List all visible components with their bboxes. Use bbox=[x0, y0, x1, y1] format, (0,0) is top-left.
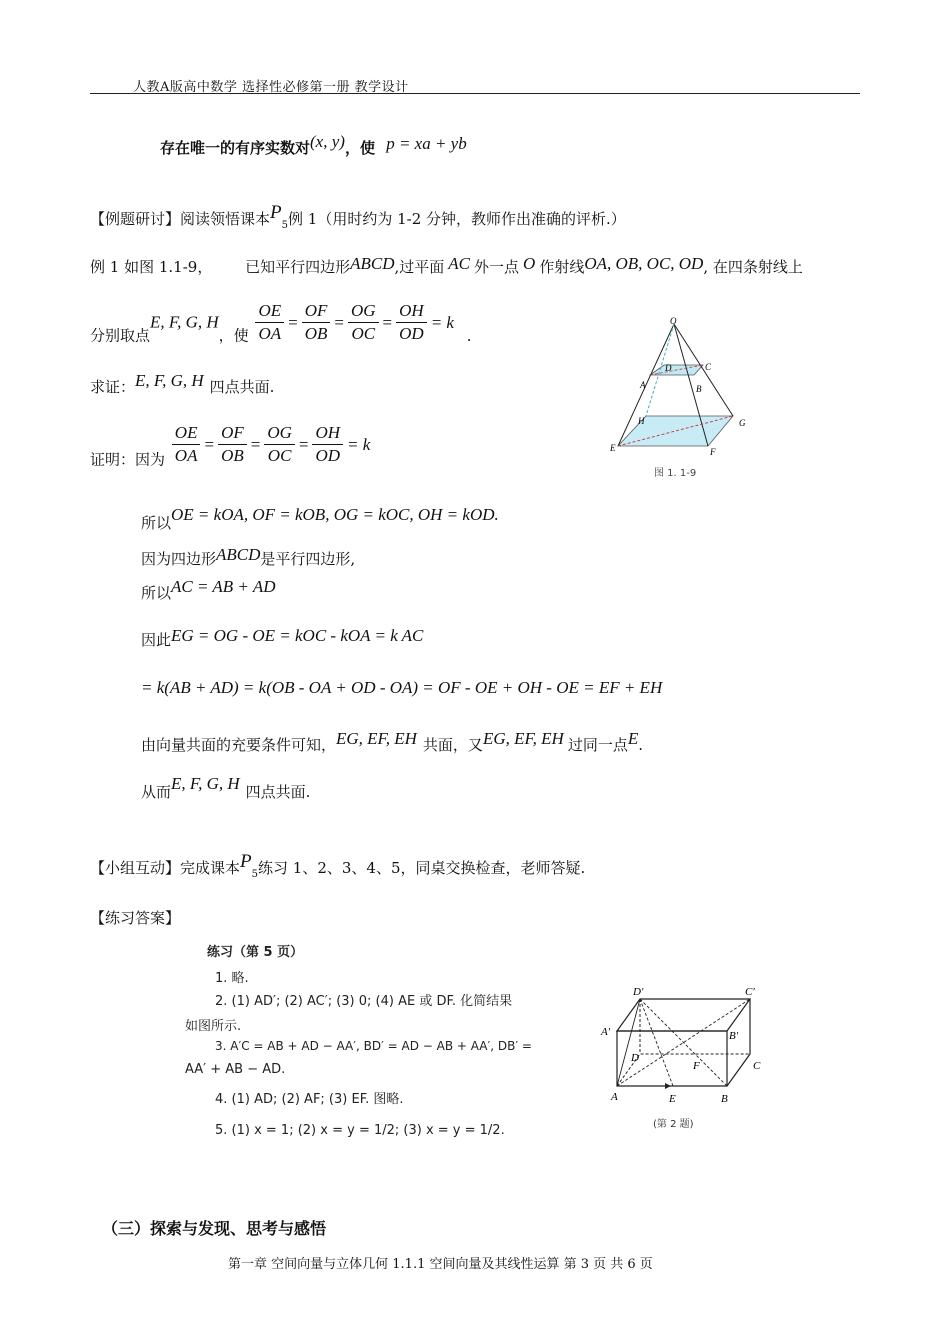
so2-label: 所以 bbox=[141, 584, 172, 602]
so1-label: 所以 bbox=[141, 514, 172, 532]
box-label-c: C bbox=[753, 1060, 761, 1072]
fraction-oh-od: $\frac{OH}{OD}$ bbox=[396, 300, 427, 345]
group-text-a: 完成课本 bbox=[180, 859, 241, 877]
proof-coplanar bbox=[141, 729, 643, 755]
answer-4: 4. (1) AD; (2) AF; (3) EF. 图略. bbox=[215, 1092, 404, 1107]
box-label-dp: D′ bbox=[633, 986, 644, 998]
fig1-label-c: C bbox=[705, 362, 712, 372]
box-caption: (第 2 题) bbox=[653, 1119, 694, 1130]
proof-expansion: = k(AB + AD) = k(OB - OA + OD - OA) = OF - OE + OH - OE = EF + EH bbox=[141, 678, 663, 697]
concl-a: 从而 bbox=[141, 783, 172, 801]
math-efgh: E, F, G, H bbox=[150, 312, 219, 332]
fraction-of-ob: $\frac{OF}{OB}$ bbox=[302, 300, 331, 345]
answer-5: 5. (1) x = 1; (2) x = y = 1/2; (3) x = y = 1/2. bbox=[215, 1123, 505, 1138]
points-dot: . bbox=[466, 326, 472, 345]
proof-eq-k: = k bbox=[347, 434, 371, 454]
points-text-b: ，使 bbox=[218, 326, 249, 345]
box-label-a: A bbox=[611, 1091, 618, 1103]
box-label-ap: A′ bbox=[601, 1026, 611, 1038]
proof-conclusion bbox=[141, 774, 310, 802]
proof-fraction-of-ob: $\frac{OF}{OB}$ bbox=[218, 422, 247, 467]
unique-pair-line bbox=[160, 132, 467, 158]
proof-so1 bbox=[141, 505, 499, 533]
math-ac: AC bbox=[448, 254, 471, 273]
since-a: 因为四边形 bbox=[141, 550, 217, 568]
cop-b: 共面，又 bbox=[422, 736, 483, 754]
diag-db bbox=[640, 999, 727, 1086]
diag-de bbox=[640, 999, 673, 1086]
math-o: O bbox=[523, 254, 536, 273]
pair-xy: (x, y) bbox=[310, 132, 345, 151]
answer-3b: AA′ + AB − AD. bbox=[185, 1062, 286, 1077]
fig1-caption: 图 1. 1-9 bbox=[654, 468, 697, 479]
since-b: 是平行四边形, bbox=[260, 550, 356, 568]
box-label-bp: B′ bbox=[729, 1030, 739, 1042]
answer-1: 1. 略. bbox=[215, 971, 249, 986]
fig1-label-h: H bbox=[638, 416, 645, 426]
example1-prefix: 例 1 如图 1.1-9， bbox=[90, 258, 213, 276]
so2-formula: AC = AB + AD bbox=[171, 577, 276, 596]
box-label-d: D bbox=[631, 1052, 639, 1064]
fig1-label-e: E bbox=[610, 443, 616, 453]
page-header: 人教A版高中数学 选择性必修第一册 教学设计 bbox=[133, 80, 409, 95]
page-footer: 第一章 空间向量与立体几何 1.1.1 空间向量及其线性运算 第 3 页 共 6 页 bbox=[228, 1257, 653, 1272]
fraction-oe-oa: $\frac{OE}{OA}$ bbox=[255, 300, 284, 345]
proof-fraction-oh-od: $\frac{OH}{OD}$ bbox=[312, 422, 343, 467]
box-label-e: E bbox=[669, 1093, 676, 1105]
example1-text-e: 作射线 bbox=[539, 258, 585, 276]
formula-p: p = xa + yb bbox=[386, 134, 467, 153]
answer-2b: 如图所示. bbox=[185, 1019, 242, 1034]
fig1-label-a: A bbox=[640, 380, 646, 390]
cop-v1: EG, EF, EH bbox=[336, 729, 417, 748]
group-text-b: 练习 1、2、3、4、5，同桌交换检查，老师答疑. bbox=[258, 859, 586, 877]
prove-line bbox=[90, 371, 275, 397]
figure-box bbox=[595, 981, 775, 1141]
answers-image bbox=[185, 937, 775, 1147]
example1-text-c: ,过平面 bbox=[394, 258, 445, 276]
header-rule bbox=[90, 93, 860, 94]
box-label-f: F bbox=[693, 1060, 700, 1072]
proof-so2 bbox=[141, 577, 276, 603]
proof-label: 证明：因为 bbox=[90, 450, 166, 469]
fig1-label-o: O bbox=[670, 316, 677, 326]
group-page-sub: 5 bbox=[251, 869, 259, 880]
figure-frustum bbox=[608, 312, 758, 487]
answers-title: 练习（第 5 页） bbox=[207, 945, 304, 960]
section-3-heading: （三）探索与发现、思考与感悟 bbox=[102, 1219, 327, 1238]
prove-text: 四点共面. bbox=[209, 378, 275, 396]
fig1-label-f: F bbox=[710, 447, 716, 457]
arrow-e bbox=[665, 1083, 671, 1089]
unique-pair-text: 存在唯一的有序实数对 bbox=[160, 139, 311, 157]
fig1-label-g: G bbox=[739, 418, 746, 428]
proof-since bbox=[141, 545, 356, 569]
fraction-og-oc: $\frac{OG}{OC}$ bbox=[348, 300, 379, 345]
proof-line: 证明：因为 $\frac{OE}{OA}$ = $\frac{OF}{OB}$ = $\frac{OG}{OC}$ = $\frac{OH}{OD}$ = k bbox=[90, 423, 371, 469]
page-ref-sub: 5 bbox=[281, 220, 289, 231]
prove-points: E, F, G, H bbox=[135, 371, 204, 390]
answer-2: 2. (1) AD′; (2) AC′; (3) 0; (4) AE 或 DF. 化简结果 bbox=[215, 994, 513, 1009]
example-label: 【例题研讨】 bbox=[90, 210, 181, 228]
proof-hence bbox=[141, 626, 423, 650]
cop-e: E bbox=[627, 729, 639, 748]
cop-c: 过同一点 bbox=[567, 736, 628, 754]
unique-pair-comma: ，使 bbox=[344, 139, 375, 157]
box-label-cp: C′ bbox=[745, 986, 755, 998]
hence-label: 因此 bbox=[141, 631, 172, 649]
points-prefix: 分别取点 bbox=[90, 326, 151, 345]
group-line bbox=[90, 851, 586, 880]
example1-text-d: 外一点 bbox=[474, 258, 520, 276]
math-abcd: ABCD bbox=[350, 254, 395, 273]
group-label: 【小组互动】 bbox=[90, 859, 181, 877]
proof-fraction-og-oc: $\frac{OG}{OC}$ bbox=[264, 422, 295, 467]
so1-formula: OE = kOA, OF = kOB, OG = kOC, OH = kOD. bbox=[171, 505, 499, 524]
concl-b: 四点共面. bbox=[245, 783, 311, 801]
example1-line bbox=[90, 256, 803, 277]
diag-ad bbox=[617, 999, 640, 1086]
page-ref: P bbox=[270, 202, 282, 223]
cop-v2: EG, EF, EH bbox=[482, 729, 564, 748]
concl-pts: E, F, G, H bbox=[171, 774, 240, 793]
since-abcd: ABCD bbox=[216, 545, 261, 564]
answers-label: 【练习答案】 bbox=[90, 909, 181, 927]
example-intro-text-b: 例 1（用时约为 1-2 分钟，教师作出准确的评析.） bbox=[288, 210, 626, 228]
fig1-label-d: D bbox=[665, 363, 672, 373]
group-page-ref: P bbox=[240, 851, 252, 872]
fig1-label-b: B bbox=[696, 384, 702, 394]
example1-text-f: , 在四条射线上 bbox=[703, 258, 803, 276]
eq-k: = k bbox=[430, 312, 454, 332]
example-intro-text: 阅读领悟课本 bbox=[180, 210, 271, 228]
box-top bbox=[617, 999, 750, 1031]
hence-formula: EG = OG - OE = kOC - kOA = k AC bbox=[171, 626, 424, 645]
cop-a: 由向量共面的充要条件可知， bbox=[141, 736, 337, 754]
proof-fraction-oe-oa: $\frac{OE}{OA}$ bbox=[172, 422, 201, 467]
cop-d: . bbox=[638, 736, 644, 754]
answer-3: 3. A′C = AB + AD − AA′, BD′ = AD − AB + AA′, DB′ = bbox=[215, 1039, 532, 1053]
prove-label: 求证： bbox=[90, 378, 136, 396]
example-intro bbox=[90, 202, 626, 231]
box-label-b: B bbox=[721, 1093, 728, 1105]
example1-text: 已知平行四边形 bbox=[245, 258, 351, 276]
math-rays: OA, OB, OC, OD bbox=[584, 254, 704, 273]
points-line: 分别取点E, F, G, H，使 $\frac{OE}{OA}$ = $\frac{OF}{OB}$ = $\frac{OG}{OC}$ = $\frac{OH}{OD}$ = k . bbox=[90, 301, 472, 345]
